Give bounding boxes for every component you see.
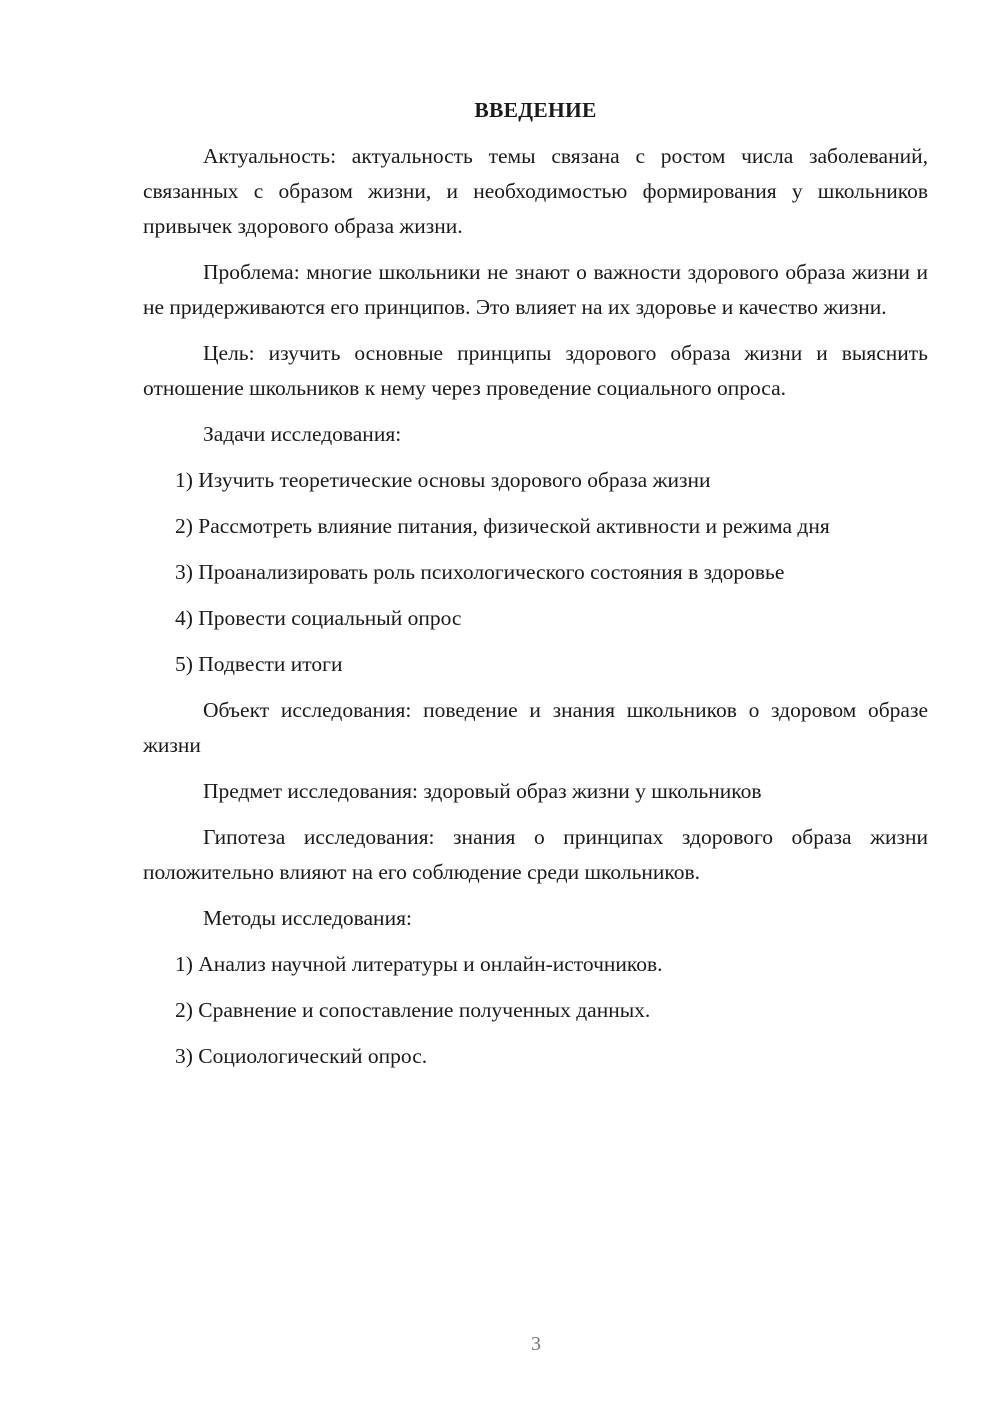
list-item: 2) Рассмотреть влияние питания, физической активности и режима дня [175, 514, 830, 538]
document-page [143, 95, 928, 1085]
list-item: 3) Проанализировать роль психологического состояния в здоровье [175, 560, 785, 584]
goal-paragraph: Цель: изучить основные принципы здорового образа жизни и выяснить отношение школьников к нему через проведение социального опроса. [143, 341, 928, 400]
section-heading: ВВЕДЕНИЕ [474, 98, 597, 122]
list-item: 1) Анализ научной литературы и онлайн-источников. [175, 952, 663, 976]
tasks-list [143, 463, 928, 682]
list-item: 1) Изучить теоретические основы здорового образа жизни [175, 468, 711, 492]
methods-list [143, 947, 928, 1074]
tasks-label: Задачи исследования: [203, 422, 402, 446]
list-item: 4) Провести социальный опрос [175, 606, 462, 630]
subject-paragraph: Предмет исследования: здоровый образ жизни у школьников [203, 779, 762, 803]
problem-paragraph: Проблема: многие школьники не знают о важности здорового образа жизни и не придерживаются его принципов. Это влияет на их здоровье и качество жизни. [143, 260, 928, 319]
methods-label: Методы исследования: [203, 906, 412, 930]
list-item: 2) Сравнение и сопоставление полученных данных. [175, 998, 651, 1022]
list-item: 5) Подвести итоги [175, 652, 343, 676]
relevance-paragraph: Актуальность: актуальность темы связана с ростом числа заболеваний, связанных с образом жизни, и необходимостью формирования у школьников привычек здорового образа жизни. [143, 144, 928, 238]
list-item: 3) Социологический опрос. [175, 1044, 428, 1068]
page-number: 3 [531, 1333, 541, 1355]
object-paragraph: Объект исследования: поведение и знания школьников о здоровом образе жизни [143, 698, 928, 757]
hypothesis-paragraph: Гипотеза исследования: знания о принципах здорового образа жизни положительно влияют на его соблюдение среди школьников. [143, 825, 928, 884]
